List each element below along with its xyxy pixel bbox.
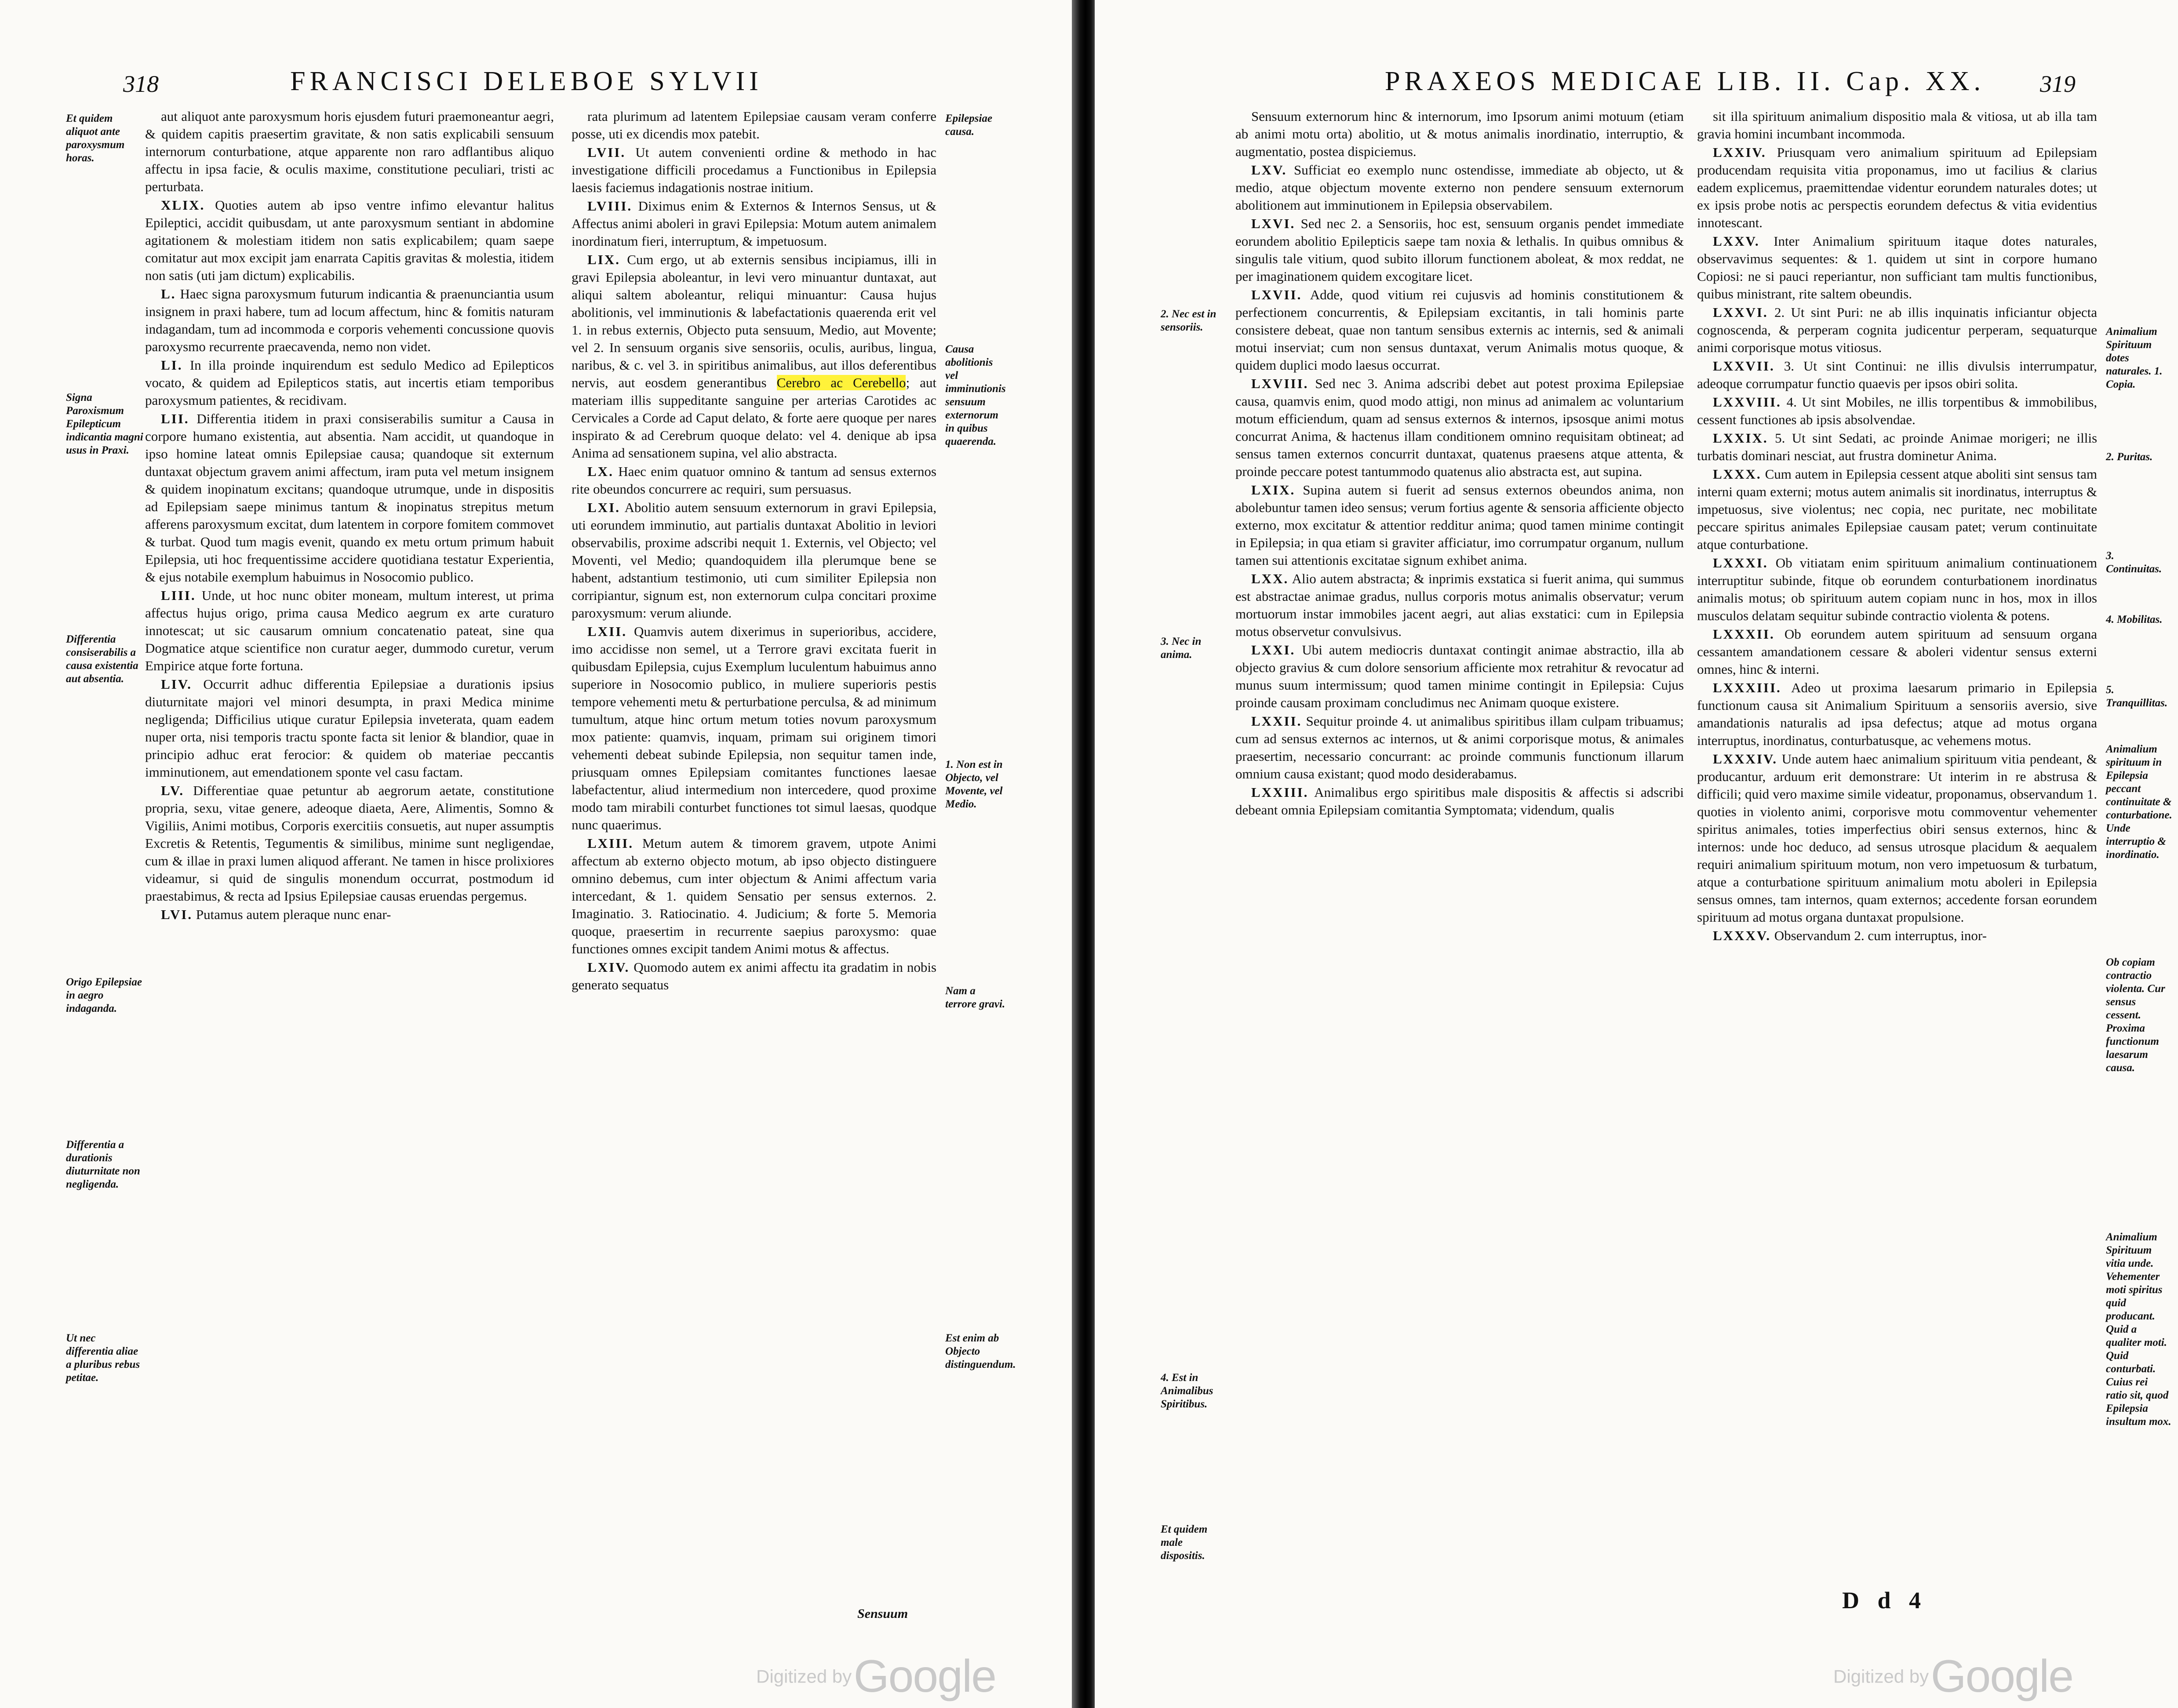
paragraph bbox=[145, 676, 554, 781]
left-column-1 bbox=[145, 108, 554, 1593]
paragraph-text: 5. Ut sint Sedati, ac proinde Animae morigeri; ne illis turbatis dominari nesciat, aut frustra dominetur Anima. bbox=[1697, 430, 2097, 463]
left-column-2 bbox=[572, 108, 936, 1611]
section-number: LXXV. bbox=[1713, 233, 1760, 249]
section-number: L. bbox=[161, 286, 176, 302]
right-column-1 bbox=[1235, 108, 1684, 1602]
paragraph bbox=[572, 499, 936, 622]
paragraph-text: Unde, ut hoc nunc obiter moneam, multum interest, ut prima affectus hujus origo, prima causa Medico aegrum ex arte curaturo innotescat; ut sic causarum omnium concatenatio pateat, sine qua Dogmatice atque scientifice non curatur aeger, dummodo curetur, verum Empirice atque forte fortuna. bbox=[145, 588, 554, 673]
section-number: LXXXIII. bbox=[1713, 680, 1781, 695]
section-number: LXXVI. bbox=[1713, 305, 1768, 320]
section-number: LV. bbox=[161, 783, 184, 798]
margin-note: Et quidem aliquot ante paroxysmum horas. bbox=[66, 113, 125, 164]
margin-note: 2. Puritas. bbox=[2106, 451, 2153, 463]
section-number: LXIX. bbox=[1251, 482, 1296, 498]
paragraph-text: Alio autem abstracta; & inprimis exstatica si fuerit anima, qui summus est abstractae animae gradus, nullus corporis motus animalis observatur; verum mortuorum instar immobiles jacent aegri, aut alias exstatici: cum in Epilepsia motus observetur convulsivus. bbox=[1235, 571, 1684, 639]
paragraph-text: Cum autem in Epilepsia cessent atque aboliti sint sensus tam interni quam externi; motus autem animalis sit inordinatus, interruptus & impetuosus, sive violentus; nec copia, nec puritate, nec mobilitate peccare spiritus animales Epilepsiae causam patet; verum continuitate atque conturbatione. bbox=[1697, 466, 2097, 552]
paragraph-text: Ob eorundem autem spirituum ad sensuum organa cessantem amandationem cessare & aboleri videntur sensus externi omnes, hinc & interni. bbox=[1697, 626, 2097, 677]
margin-note: Animalium Spirituum vitia unde. Vehementer moti spiritus quid producant. Quid a qualiter moti. Quid conturbati. Cuius rei ratio sit, quod Epilepsia insultum mox. bbox=[2106, 1231, 2171, 1428]
left-running-header: FRANCISCI DELEBOE SYLVII bbox=[290, 66, 763, 96]
paragraph bbox=[1235, 641, 1684, 712]
paragraph bbox=[1235, 375, 1684, 480]
margin-note: 3. Nec in anima. bbox=[1161, 636, 1202, 661]
section-number: LXXVII. bbox=[1713, 358, 1775, 374]
paragraph-text: Occurrit adhuc differentia Epilepsiae a durationis ipsius diuturnitate majori vel minori desumpta, in praxi Medica minime negligenda; Difficilius utique curatur Epilepsia inveterata, quam eadem nuper orta, nisi temporis tractu sponte facta sit lenior & blandior, quae in principio adhuc erat ferocior: & quidem ob materiae peccantis imminutionem, aut emendationem sponte vel casu factam. bbox=[145, 676, 554, 780]
paragraph-text: Ubi autem mediocris duntaxat contingit animae abstractio, illa ab objecto gravius & cum dolore sensorium afficiente mox retrahitur & revocatur ad munus suum intermissum; quod tamen minime contingit in Epilepsia: Cujus proinde causam proximam concludimus nec Animam quoque existere. bbox=[1235, 642, 1684, 710]
left-google-watermark bbox=[756, 1650, 996, 1703]
right-google-watermark bbox=[1833, 1650, 2073, 1703]
paragraph-text: In illa proinde inquirendum est sedulo Medico ad Epilepticos vocato, & quidem ad Epilepticos statis, aut incertis etiam temporibus paroxysmum patientes, & recidivam. bbox=[145, 357, 554, 408]
paragraph bbox=[1697, 429, 2097, 465]
section-number: LVIII. bbox=[587, 198, 633, 214]
paragraph bbox=[1235, 481, 1684, 569]
paragraph-text: Haec signa paroxysmum futurum indicantia & praenunciantia usum insignem in praxi habere, tum ad locum affectum, hinc & fomitis naturam indagandam, tum ad incommoda e corporis vehementi concussione quovis paroxysmo recurrente praecavenda, nemo non videt. bbox=[145, 286, 554, 354]
paragraph-text: Diximus enim & Externos & Internos Sensus, ut & Affectus animi aboleri in gravi Epilepsia: Motum autem animalem inordinatum fieri, interruptum, & impetuosum. bbox=[572, 198, 936, 249]
margin-note: Differentia a durationis diuturnitate non negligenda. bbox=[66, 1139, 140, 1190]
paragraph bbox=[572, 835, 936, 958]
margin-note: Est enim ab Objecto distinguendum. bbox=[945, 1332, 1016, 1370]
paragraph-text: Putamus autem pleraque nunc enar- bbox=[196, 907, 391, 922]
paragraph bbox=[1697, 144, 2097, 232]
section-number: LXXXI. bbox=[1713, 555, 1768, 571]
left-page-number: 318 bbox=[123, 71, 159, 97]
margin-note: 4. Est in Animalibus Spiritibus. bbox=[1161, 1372, 1213, 1410]
section-number: XLIX. bbox=[161, 197, 205, 213]
left-margin-notes-inner bbox=[945, 0, 1016, 1670]
paragraph bbox=[1697, 554, 2097, 625]
margin-note: Animalium spirituum in Epilepsia peccant continuitate & conturbatione. Unde interruptio & inordinatio. bbox=[2106, 743, 2172, 861]
section-number: LII. bbox=[161, 411, 189, 426]
margin-note: Et quidem male dispositis. bbox=[1161, 1523, 1208, 1562]
paragraph bbox=[1697, 108, 2097, 143]
paragraph-text: Adeo ut proxima laesarum primario in Epilepsia functionum causa sit Animalium Spirituum a sensoriis aversio, sive amandationis naturalis ad ipsa defectus; atque ad motus organa interruptus, inordinatus, conturbatusque, ac vehemens motus. bbox=[1697, 680, 2097, 748]
margin-note: Signa Paroxismum Epilepticum indicantia magni usus in Praxi. bbox=[66, 392, 143, 456]
section-number: LIII. bbox=[161, 588, 196, 603]
section-number: LXVIII. bbox=[1251, 376, 1309, 391]
paragraph-text: aut aliquot ante paroxysmum horis ejusdem futuri praemoneantur aegri, & quidem capitis praesertim gravitate, & non satis explicabili sensuum internorum conturbatione, atque apparente non raro adflantibus aliquo affectu in ipsa facie, & oculis maxime, constitutione peculiari, tristi ac perturbata. bbox=[145, 109, 554, 194]
right-column-2 bbox=[1697, 108, 2097, 1611]
paragraph-text: Sufficiat eo exemplo nunc ostendisse, immediate ab objecto, ut & medio, atque objectum movente externo non pendere sensuum externorum abolitionem aut imminutionem in Epilepsia observabilem. bbox=[1235, 162, 1684, 213]
paragraph bbox=[1697, 357, 2097, 392]
digitized-by-label: Digitized by bbox=[1833, 1666, 1929, 1687]
paragraph bbox=[1235, 286, 1684, 374]
paragraph bbox=[1697, 625, 2097, 678]
paragraph-text: 3. Ut sint Continui: ne illis divulsis interrumpatur, adeoque corrumpatur functio quaevis per ipsos obiri solita. bbox=[1697, 358, 2097, 391]
paragraph bbox=[145, 356, 554, 409]
section-number: LXVII. bbox=[1251, 287, 1302, 302]
paragraph-text: Differentiae quae petuntur ab aegrorum aetate, constitutione propria, sexu, vitae genere, adeoque diaeta, Aere, Alimentis, Somno & Vigiliis, Animi motibus, Corporis exercitiis consuetis, aut nuper assumptis Excretis & Retentis, Tegumentis & similibus, minime sunt negligendae, cum & illae in praxi lumen aliquod afferant. Ne tamen in hisce prolixiores videamur, si quid de singulis monendum occurrat, postmodum id praestabimus, & recta ad Ipsius Epilepsiae causas eruendas pergemus. bbox=[145, 783, 554, 904]
paragraph bbox=[145, 108, 554, 196]
section-number: LXXXII. bbox=[1713, 626, 1775, 642]
paragraph-text: Quoties autem ab ipso ventre infimo elevantur halitus Epileptici, accidit quibusdam, ut ante paroxysmum sentiant in abdomine agitationem & molestiam itidem non satis explicabilem; quam saepe comitatur aut mox excipit jam enarrata Capitis gravitas & molestia, itidem non satis (uti jam dictum) explicabilis. bbox=[145, 197, 554, 283]
paragraph bbox=[145, 285, 554, 356]
paragraph bbox=[1697, 304, 2097, 356]
section-number: LXII. bbox=[587, 624, 627, 639]
paragraph-text: Quamvis autem dixerimus in superioribus, accidere, imo accidisse non semel, ut a Terrore gravi excitata fuerit in quibusdam Epilepsia, cujus Exemplum luculentum habuimus anno superiore in Nosocomio publico, in muliere superioris pestis tempore vehementi metu & perturbatione perculsa, & ad minimum tumultum, atque hinc ortum metum toties novum paroxysmum mox patiente: quamvis, inquam, primam sui originem timori vehementi debeat subinde Epilepsia, non sequitur tamen inde, priusquam omnes Epilepsiam comitantes functiones laesae labefactentur, aliud intermedium non intercedere, quod proxime modo tam mirabili conturbet functiones tot simul laesas, quodque nunc quaerimus. bbox=[572, 624, 936, 832]
paragraph bbox=[572, 463, 936, 498]
section-number: LXXI. bbox=[1251, 642, 1296, 658]
section-number: LVI. bbox=[161, 907, 193, 922]
paragraph-text: 2. Ut sint Puri: ne ab illis inquinatis inficiantur objecta cognoscenda, & perperam cognita judicentur perperam, sequaturque animi corporisque motus vitiosus. bbox=[1697, 305, 2097, 355]
right-margin-notes-right bbox=[2106, 0, 2172, 1670]
section-number: LVII. bbox=[587, 145, 626, 160]
paragraph bbox=[1697, 465, 2097, 553]
paragraph-text: Sed nec 3. Anima adscribi debet aut potest proxima Epilepsiae causa, quamvis enim, quod modo attigi, non minus ad animalem ac voluntarium motum efficiendum, quam ad sensus externos & internos, ipsosque animi motus concurrat Anima, & hactenus illam conditionem omnino requisitam obtineat; ad sensus tamen externos concurrit duntaxat, quatenus praesens atque attenta, & proinde peccare potest tantummodo quatenus alio abstracta est, aut supina. bbox=[1235, 376, 1684, 479]
paragraph bbox=[145, 196, 554, 284]
section-number: LXVI. bbox=[1251, 216, 1296, 231]
margin-note: Causa abolitionis vel imminutionis sensuum externorum in quibus quaerenda. bbox=[945, 343, 1006, 447]
printer-signature: D d 4 bbox=[1842, 1587, 1927, 1614]
right-page-number: 319 bbox=[2040, 71, 2076, 97]
paragraph-text: Differentia itidem in praxi consiserabilis sumitur a Causa in corpore humano existentia, aut absentia. Nam accidit, ut quandoque in ipso homine lateat omnis Epilepsiae causa; quandoque sit externum duntaxat objectum gravem animi affectum, iram puta vel metum insignem & quidem inopinatum excitans; quandoque utrumque, unde in dispositis ad Epilepsiam saepe minimus tantum & inopinatus strepitus metum afferens paroxysmum excitat, dum latentem in corpore fomitem commovet & turbat. Quod tum magis evenit, quando ex metu ortum primum habuit Epilepsia, uti hoc frequentissime accidere quotidiana testatur Experientia, & ejus notabile exemplum habuimus in Nosocomio publico. bbox=[145, 411, 554, 585]
paragraph bbox=[145, 906, 554, 923]
section-number: LIV. bbox=[161, 676, 192, 692]
margin-note: Epilepsiae causa. bbox=[945, 113, 992, 138]
paragraph bbox=[572, 197, 936, 250]
paragraph bbox=[1697, 679, 2097, 749]
section-number: LI. bbox=[161, 357, 183, 373]
paragraph bbox=[145, 782, 554, 905]
section-number: LXX. bbox=[1251, 571, 1289, 586]
right-margin-notes-outer-left bbox=[1161, 0, 1227, 1670]
paragraph-text: Ob vitiatam enim spirituum animalium continuationem interruptitur subinde, fitque ob eorundem conturbationem inordinatus animalis motus; ob spirituum autem copiam nunc in hos, mox in illos musculos delatam sequitur subinde contractio violenta & potens. bbox=[1697, 555, 2097, 623]
left-catchword: Sensuum bbox=[857, 1606, 908, 1621]
section-number: LIX. bbox=[587, 252, 620, 267]
paragraph-text: 4. Ut sint Mobiles, ne illis torpentibus & immobilibus, cessent functiones ab ipsis absolvendae. bbox=[1697, 394, 2097, 427]
google-logo-text: Google bbox=[1930, 1651, 2073, 1702]
paragraph-text: Quomodo autem ex animi affectu ita gradatim in nobis generato sequatus bbox=[572, 959, 936, 992]
section-number: LXI. bbox=[587, 500, 620, 515]
paragraph-text: Unde autem haec animalium spirituum vitia pendeant, & producantur, arduum erit demonstrare: Ut interim in re abstrusa & difficili; quid vero maxime simile videatur, proponamus, observandum 1. quoties in violento animi, corporisve motu commoventur vehementer spiritus animales, toties imperfectius obiri sensus externos, hinc & internos: unde hoc deduco, ad sensus utrosque placidum & aequalem requiri animalium spirituum motum, non vero impetuosum & turbatum, atque a conturbatione spirituum animalium motu aboleri in Epilepsia sensus omnes, tam internos, quam externos; accedente forsan eorundem spirituum ad motus organa duntaxat propulsione. bbox=[1697, 751, 2097, 925]
right-running-header: PRAXEOS MEDICAE LIB. II. Cap. XX. bbox=[1385, 66, 1985, 96]
paragraph-text: rata plurimum ad latentem Epilepsiae causam veram conferre posse, uti ex dicendis mox patebit. bbox=[572, 109, 936, 142]
paragraph bbox=[1697, 927, 2097, 945]
right-page bbox=[1095, 0, 2178, 1708]
paragraph bbox=[572, 623, 936, 834]
paragraph bbox=[1235, 215, 1684, 285]
left-page bbox=[0, 0, 1077, 1708]
paragraph bbox=[1697, 233, 2097, 303]
paragraph bbox=[572, 959, 936, 994]
margin-note: Ut nec differentia aliae a pluribus rebus petitae. bbox=[66, 1332, 140, 1384]
paragraph bbox=[145, 410, 554, 586]
paragraph bbox=[1235, 784, 1684, 819]
paragraph bbox=[1235, 161, 1684, 214]
margin-note: Origo Epilepsiae in aegro indaganda. bbox=[66, 976, 142, 1014]
paragraph-text: Sequitur proinde 4. ut animalibus spiritibus illam culpam tribuamus; cum ad sensus externos ac internos, ut & animi corporisque motus, & animales praesertim, necessario concurrant: ac proinde communis functionum illarum omnium causa existant; quod modo desiderabamus. bbox=[1235, 713, 1684, 781]
paragraph-text: Abolitio autem sensuum externorum in gravi Epilepsia, uti eorundem imminutio, aut partialis duntaxat Abolitio in leviori observabilis, proxime adscribi nequit 1. Externis, vel Objecto; vel Moventi, vel Medio; quandoquidem illa plerumque bene se habent, adstantium testimonio, uti cum similiter Epilepsia non corripiantur, signum est, non externorum culpa concitari proxime paroxysmum: verum aliunde. bbox=[572, 500, 936, 621]
paragraph bbox=[572, 108, 936, 143]
paragraph-text: Animalibus ergo spiritibus male dispositis & affectis si adscribi debeant omnia Epilepsiam comitantia Symptomata; videndum, qualis bbox=[1235, 785, 1684, 818]
paragraph bbox=[1697, 393, 2097, 429]
paragraph-text: Metum autem & timorem gravem, utpote Animi affectum ab externo objecto motum, ab ipso objecto distinguere omnino debemus, cum inter objectum & Animi affectum varia intercedant, & 1. quidem Sensatio per sensus externos. 2. Imaginatio. 3. Ratiocinatio. 4. Judicium; & forte 5. Memoria quoque, praesertim in recurrente saepius paroxysmo: quae functiones omnes excipit tandem Animi motus & affectus. bbox=[572, 836, 936, 956]
margin-note: 2. Nec est in sensoriis. bbox=[1161, 308, 1216, 333]
paragraph-text: Sed nec 2. a Sensoriis, hoc est, sensuum organis pendet immediate eorundem abolitio Epilepticis saepe tam noxia & lethalis. In quibus omnibus & singulis tale vitium, quod subito illorum functionem aboleat, & mox reddat, ne per imaginationem quidem excogitare licet. bbox=[1235, 216, 1684, 284]
paragraph-text: Ut autem convenienti ordine & methodo in hac investigatione difficili procedamus a Functionibus in Epilepsia laesis faciemus indagationis nostrae initium. bbox=[572, 145, 936, 195]
highlighted-word: Cerebro ac Cerebello bbox=[776, 375, 906, 390]
paragraph-text: Observandum 2. cum interruptus, inor- bbox=[1774, 928, 1987, 943]
margin-note: Animalium Spirituum dotes naturales. 1. Copia. bbox=[2106, 326, 2163, 390]
paragraph bbox=[572, 251, 936, 462]
section-number: LXIII. bbox=[587, 836, 634, 851]
paragraph-text: Inter Animalium spirituum itaque dotes naturales, observavimus sequentes: & 1. quidem ut sint in corpore humano Copiosi: ne si pauci reperiantur, non sufficiant tam multis functionibus, quibus ministrant, rite saltem obeundis. bbox=[1697, 233, 2097, 302]
paragraph-text: Adde, quod vitium rei cujusvis ad hominis constitutionem & perfectionem concurrentis, & Epilepsiam excitantis, in tali hominis parte consistere debeat, quae non tantum sensibus externis ac internis, sed & animali motui inserviat; cum non sensus duntaxat, verum Animalis motus quoque, & quidem duplici modo laesus occurrat. bbox=[1235, 287, 1684, 373]
paragraph-text: Cum ergo, ut ab externis sensibus incipiamus, illi in gravi Epilepsia aboleantur, in levi vero minuantur duntaxat, aut aliqui saltem aboleantur, reliqui minuantur: Causa hujus abolitionis, vel imminutionis & labefactationis quaerenda erit vel 1. in rebus externis, Objecto puta sensuum, Medio, aut Movente; vel 2. In sensuum organis sive sensoriis, oculis, auribus, lingua, naribus, & c. vel 3. in spiritibus animalibus, aut illos deferentibus nervis, aut eosdem generantibus Cerebro ac Cerebello; aut materiam illis suppeditante sanguine per arterias Carotides ac Cervicales a Corde ad Caput delato, & forte aere quoque per nares inspirato & ad Cerebrum quoque delato: vel 4. denique ab ipsa Anima ad sensationem supina, vel alio abstracta. bbox=[572, 252, 936, 461]
section-number: LXIV. bbox=[587, 959, 630, 975]
google-logo-text: Google bbox=[853, 1651, 996, 1702]
paragraph bbox=[1235, 712, 1684, 783]
digitized-by-label: Digitized by bbox=[756, 1666, 852, 1687]
margin-note: Nam a terrore gravi. bbox=[945, 985, 1005, 1010]
section-number: LXXIV. bbox=[1713, 145, 1766, 160]
paragraph-text: Haec enim quatuor omnino & tantum ad sensus externos rite obeundos concurrere ac requiri, sum persuasus. bbox=[572, 464, 936, 497]
section-number: LXXXV. bbox=[1713, 928, 1771, 943]
section-number: LXXXIV. bbox=[1713, 751, 1778, 767]
section-number: LXV. bbox=[1251, 162, 1287, 178]
paragraph-text: sit illa spirituum animalium dispositio mala & vitiosa, ut ab illa tam gravia homini incumbant incommoda. bbox=[1697, 109, 2097, 142]
margin-note: Differentia consiserabilis a causa existentia aut absentia. bbox=[66, 633, 138, 685]
section-number: LXXVIII. bbox=[1713, 394, 1781, 410]
section-number: LXXX. bbox=[1713, 466, 1762, 482]
paragraph bbox=[145, 587, 554, 675]
left-margin-notes-outer bbox=[66, 0, 145, 1670]
paragraph bbox=[572, 144, 936, 196]
section-number: LXXII. bbox=[1251, 713, 1302, 729]
paragraph bbox=[1235, 108, 1684, 160]
paragraph bbox=[1697, 750, 2097, 926]
paragraph bbox=[1235, 570, 1684, 640]
margin-note: Ob copiam contractio violenta. Cur sensus cessent. Proxima functionum laesarum causa. bbox=[2106, 956, 2165, 1074]
paragraph-text: Priusquam vero animalium spirituum ad Epilepsiam producendam requisita vitia proponamus, imo ut facilius & clarius eadem explicemus, praemittendae videntur eorundem naturales dotes; ut ex ipsis probe notis ac perspectis eorundem defectus & vitia evidentius innotescant. bbox=[1697, 145, 2097, 230]
paragraph-text: Supina autem si fuerit ad sensus externos obeundos anima, non abolebuntur tamen ideo sensus; verum fortius agente & sensoria afficiente objecto externo, mox excitatur & attentior redditur anima; quod tamen minime contingit in Epilepsia; in qua etiam si graviter afficiatur, imo corrumpatur organum, nullum tamen sui attentionis excitatae signum exhibet anima. bbox=[1235, 482, 1684, 568]
margin-note: 1. Non est in Objecto, vel Movente, vel Medio. bbox=[945, 759, 1003, 810]
section-number: LX. bbox=[587, 464, 614, 479]
margin-note: 5. Tranquillitas. bbox=[2106, 684, 2168, 709]
margin-note: 4. Mobilitas. bbox=[2106, 614, 2163, 625]
paragraph-text: Sensuum externorum hinc & internorum, imo Ipsorum animi motuum (etiam ab animi motu orta) abolitio, ut & motus animalis inordinatio, interruptio, & augmentatio, postea dispiciemus. bbox=[1235, 109, 1684, 159]
section-number: LXXIII. bbox=[1251, 785, 1309, 800]
margin-note: 3. Continuitas. bbox=[2106, 550, 2162, 575]
section-number: LXXIX. bbox=[1713, 430, 1768, 446]
